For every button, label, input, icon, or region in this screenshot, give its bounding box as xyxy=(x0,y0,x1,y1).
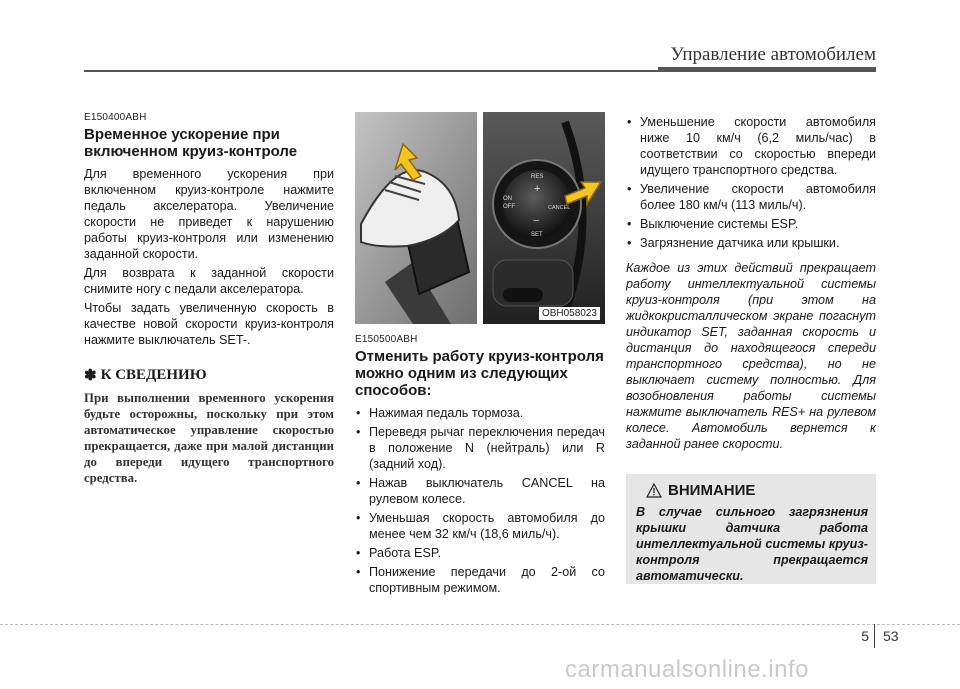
list-item: • Уменьшая скорость автомобиля до менее чем 32 км/ч (18,6 миль/ч). xyxy=(355,510,605,542)
header-rule-accent xyxy=(658,67,876,72)
minus-label: − xyxy=(533,215,540,227)
warning-box xyxy=(626,474,876,584)
notice-title-text: К СВЕДЕНИЮ xyxy=(100,367,207,383)
cancel-methods-list xyxy=(355,405,605,596)
section-heading: Отменить работу круиз-контроля можно одним из следующих способов: xyxy=(355,348,604,399)
list-item: • Нажав выключатель CANCEL на рулевом колесе. xyxy=(355,475,605,507)
chapter-number: 5 xyxy=(861,628,869,644)
section-code: E150500ABH xyxy=(355,334,418,345)
footer-rule xyxy=(0,624,960,625)
page-number: 53 xyxy=(883,628,899,644)
list-item: • Переведя рычаг переключения передач в положение N (нейтраль) или R (задний ход). xyxy=(355,424,605,472)
column-3 xyxy=(626,114,876,455)
list-item: • Увеличение скорости автомобиля более 180 км/ч (113 миль/ч). xyxy=(626,181,876,213)
warning-title-text: ВНИМАНИЕ xyxy=(668,482,756,499)
paragraph: Для временного ускорения при включенном круиз-контроле нажмите педаль акселератора. Увеличение скорости не приведет к нарушению работы круиз-контроля или изменению заданной скорости. xyxy=(84,167,334,261)
on-label: ON xyxy=(503,196,512,202)
watermark: carmanualsonline.info xyxy=(565,656,809,683)
paragraph: Для возврата к заданной скорости снимите ногу с педали акселератора. xyxy=(84,266,334,296)
page-header-title: Управление автомобилем xyxy=(670,44,876,65)
cancel-methods-list-continued xyxy=(626,114,876,251)
set-label: SET xyxy=(531,232,543,238)
list-item: • Работа ESP. xyxy=(355,545,605,561)
list-item: • Уменьшение скорости автомобиля ниже 10 км/ч (6,2 миль/час) в соответствии со скоростью впереди идущего транспортного средства. xyxy=(626,114,876,178)
illustration xyxy=(355,112,605,324)
plus-label: + xyxy=(534,183,541,195)
section-heading: Временное ускорение при включенном круиз-контроле xyxy=(84,126,298,160)
cancel-label: CANCEL xyxy=(548,205,571,211)
notice-body: При выполнении временного ускорения будьте осторожны, поскольку при этом автоматическое управление скоростью прекращается, даже при малой дистанции до впереди идущего транспортного средства. xyxy=(84,391,334,485)
page-number-separator xyxy=(874,624,875,648)
column-1 xyxy=(84,112,334,486)
list-item: • Загрязнение датчика или крышки. xyxy=(626,235,876,251)
res-label: RES xyxy=(531,174,544,180)
paragraph: Чтобы задать увеличенную скорость в качестве новой скорости круиз-контроля нажмите выключатель SET-. xyxy=(84,301,334,347)
illustration-code: OBH058023 xyxy=(539,307,600,320)
warning-triangle-icon xyxy=(646,483,662,498)
list-item: • Понижение передачи до 2-ой со спортивным режимом. xyxy=(355,564,605,596)
illustration-graphic xyxy=(355,112,605,324)
paddle-button xyxy=(503,288,543,302)
warning-body: В случае сильного загрязнения крышки датчика работа интеллектуальной системы круиз-контроля прекращается автоматически. xyxy=(636,505,868,583)
list-item: • Выключение системы ESP. xyxy=(626,216,876,232)
off-label: OFF xyxy=(503,204,515,210)
warning-title xyxy=(646,482,868,499)
notice-star-icon: ✽ xyxy=(84,368,97,384)
notice-title xyxy=(84,366,334,385)
italic-note: Каждое из этих действий прекращает работу интеллектуальной системы круиз-контроля (при этом на жидкокристаллическом экране погаснут индикатор SET, заданная скорость и дистанция до находящегося спереди транспортного средства), но не выключает систему полностью. Для возобновления работы системы нажмите выключатель RES+ на рулевом колесе. Автомобиль вернется к заданной ранее скорости. xyxy=(626,261,876,451)
column-2 xyxy=(355,112,605,599)
section-code: E150400ABH xyxy=(84,112,147,123)
list-item: • Нажимая педаль тормоза. xyxy=(355,405,605,421)
